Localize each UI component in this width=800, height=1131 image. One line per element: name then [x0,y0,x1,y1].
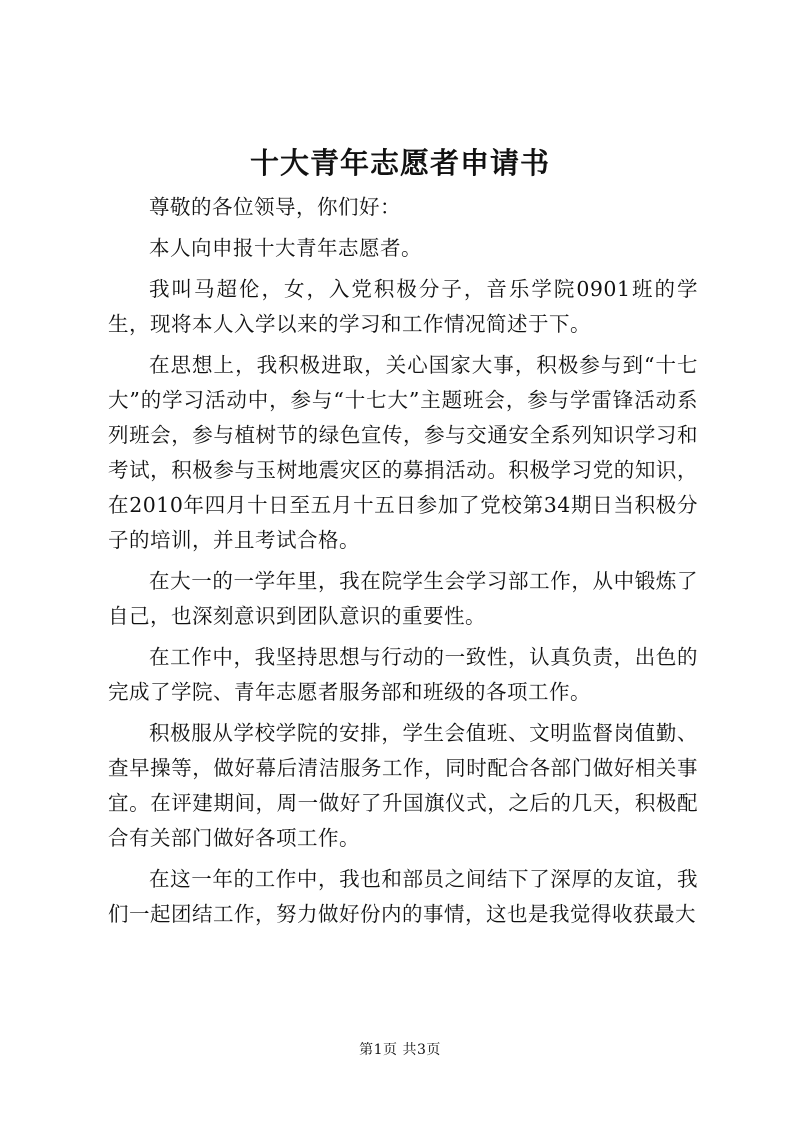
paragraph-first-year: 在大一的一学年里，我在院学生会学习部工作，从中锻炼了自己，也深刻意识到团队意识的重要性。 [108,569,698,628]
paragraph-salutation: 尊敬的各位领导，你们好： [149,195,401,219]
paragraph-intro: 本人向申报十大青年志愿者。 [149,236,422,260]
paragraph-ideology: 在思想上，我积极进取，关心国家大事，积极参与到“十七大”的学习活动中，参与“十七大”主题班会，参与学雷锋活动系列班会，参与植树节的绿色宣传，参与交通安全系列知识学习和考试，积极参与玉树地震灾区的募捐活动。积极学习党的知识，在2010年四月十日至五月十五日参加了党校第34期日当积极分子的培训，并且考试合格。 [108,353,698,552]
paragraph-self-introduction: 我叫马超伦，女，入党积极分子，音乐学院0901班的学生，现将本人入学以来的学习和工作情况简述于下。 [108,277,698,336]
document-title: 十大青年志愿者申请书 [249,146,550,180]
paragraph-duties: 积极服从学校学院的安排，学生会值班、文明监督岗值勤、查早操等，做好幕后清洁服务工作，同时配合各部门做好相关事宜。在评建期间，周一做好了升国旗仪式，之后的几天，积极配合有关部门做好各项工作。 [108,721,698,850]
page-number-footer: 第1页 共3页 [359,1042,441,1058]
paragraph-friendship: 在这一年的工作中，我也和部员之间结下了深厚的友谊，我们一起团结工作，努力做好份内的事情，这也是我觉得收获最大 [108,867,698,926]
document-body [108,190,698,938]
paragraph-work: 在工作中，我坚持思想与行动的一致性，认真负责，出色的完成了学院、青年志愿者服务部和班级的各项工作。 [108,645,698,704]
